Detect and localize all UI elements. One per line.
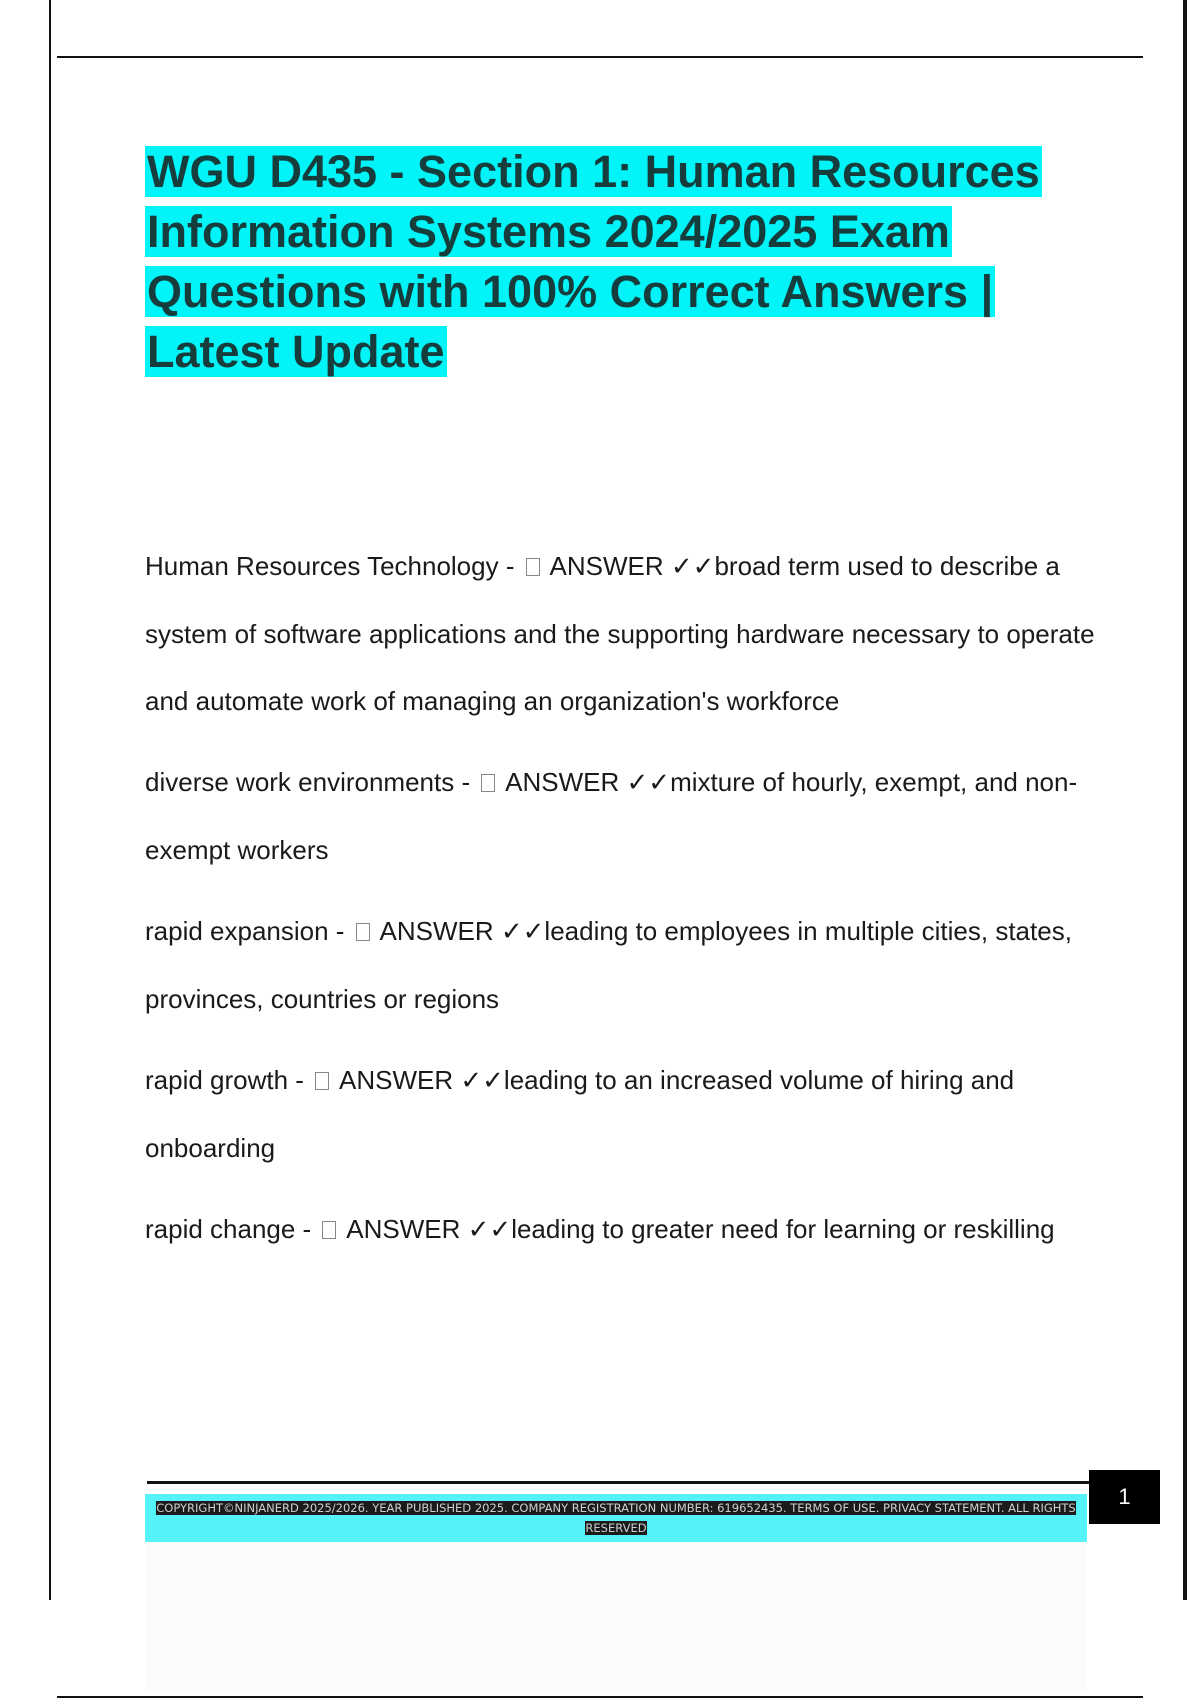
document-title-text: WGU D435 - Section 1: Human Resources Information Systems 2024/2025 Exam Questions with 100% Correct Answers | Latest Update (147, 146, 1040, 377)
qa-entry (145, 533, 1095, 735)
qa-entry (145, 1196, 1095, 1264)
qa-list (145, 533, 1095, 1278)
page-number-badge: 1 (1089, 1470, 1160, 1524)
double-check-icon: ✓✓ (460, 1066, 504, 1096)
qa-definition: mixture of hourly, exempt, and non-exempt workers (145, 767, 1078, 865)
answer-label: ANSWER (549, 551, 664, 581)
bottom-shade (145, 1542, 1087, 1692)
qa-definition: leading to employees in multiple cities, states, provinces, countries or regions (145, 916, 1072, 1014)
double-check-icon: ✓✓ (500, 917, 545, 947)
answer-label: ANSWER (338, 1065, 454, 1095)
header-rule (57, 56, 1143, 58)
checkbox-glyph-icon (526, 558, 540, 576)
footer-copyright-band (145, 1494, 1087, 1542)
qa-entry (145, 898, 1095, 1033)
qa-term: diverse work environments - (145, 767, 478, 797)
qa-entry (145, 749, 1095, 884)
answer-label: ANSWER (346, 1214, 461, 1244)
answer-label: ANSWER (505, 767, 620, 797)
page-left-border (49, 0, 51, 1600)
double-check-icon: ✓✓ (626, 768, 671, 798)
qa-definition: leading to greater need for learning or reskilling (511, 1214, 1055, 1244)
qa-term: rapid change - (145, 1214, 319, 1244)
footer-copyright-text: COPYRIGHT©NINJANERD 2025/2026. YEAR PUBLISHED 2025. COMPANY REGISTRATION NUMBER: 619652435. TERMS OF USE. PRIVACY STATEMENT. ALL RIGHTS RESERVED (156, 1501, 1076, 1535)
checkbox-glyph-icon (356, 923, 370, 941)
document-title (145, 142, 1085, 382)
checkbox-glyph-icon (315, 1072, 329, 1090)
double-check-icon: ✓✓ (467, 1215, 512, 1245)
qa-entry (145, 1047, 1095, 1182)
double-check-icon: ✓✓ (670, 552, 715, 582)
qa-term: Human Resources Technology - (145, 551, 522, 581)
page-right-border (1183, 0, 1187, 1600)
footer-rule (147, 1481, 1089, 1484)
checkbox-glyph-icon (322, 1221, 336, 1239)
answer-label: ANSWER (379, 916, 494, 946)
checkbox-glyph-icon (481, 774, 495, 792)
bottom-rule (57, 1696, 1143, 1698)
qa-definition: leading to an increased volume of hiring and onboarding (145, 1065, 1015, 1163)
qa-term: rapid growth - (145, 1065, 312, 1095)
qa-definition: broad term used to describe a system of software applications and the supporting hardware necessary to operate and automate work of managing an organization's workforce (145, 551, 1095, 716)
qa-term: rapid expansion - (145, 916, 352, 946)
